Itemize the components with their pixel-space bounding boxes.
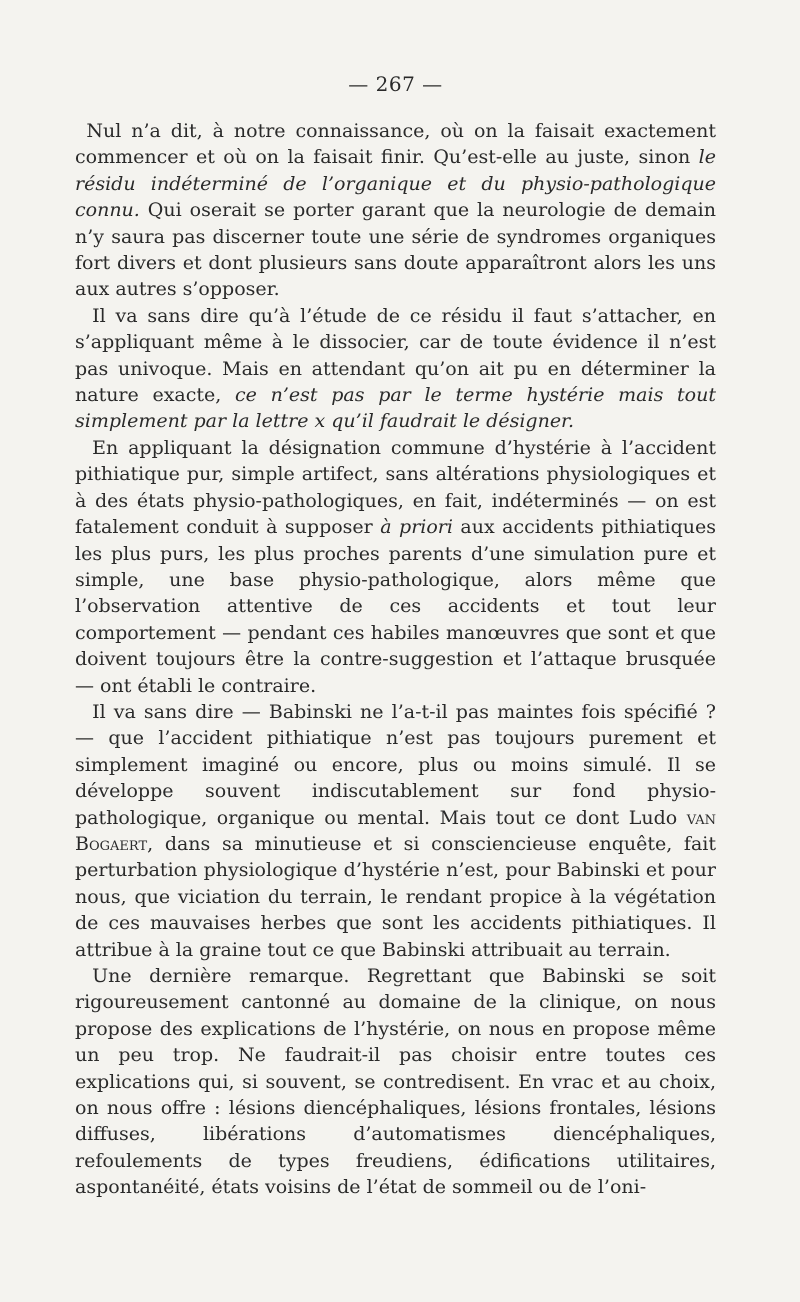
paragraph-4 — [75, 699, 716, 963]
text-run: En appliquant la désignation commune d’hystérie à l’accident pithiatique pur, simple artifect, sans altérations physiologiques et à des états physio-pathologiques, en fait, indéterminés — on est fatalement conduit à supposer — [75, 436, 716, 539]
text-run: , dans sa minutieuse et si consciencieuse enquête, fait perturbation physiologique d’hystérie n’est, pour Babinski et pour nous, que viciation du terrain, le rendant propice à la végétation de ces mauvaises herbes que sont les accidents pithiatiques. Il attribue à la graine tout ce que Babinski attribuait au terrain. — [75, 832, 716, 961]
italic-text-run: le résidu indéterminé de l’organique et du physio-pathologique connu. — [75, 146, 716, 222]
italic-text-run: ce n’est pas par le terme hystérie mais tout simplement par la lettre x qu’il faudrait le désigner. — [75, 384, 716, 433]
text-run: Nul n’a dit, à notre connaissance, où on la faisait exactement commencer et où on la faisait finir. Qu’est-elle au juste, sinon — [75, 120, 716, 169]
page-number: — 267 — — [348, 72, 443, 96]
italic-text-run: à priori — [380, 516, 453, 539]
small-caps-name: van Bogaert — [75, 806, 716, 855]
text-run: Il va sans dire — Babinski ne l’a-t-il pas maintes fois spécifié ? — que l’accident pithiatique n’est pas toujours purement et simplement imaginé ou encore, plus ou moins simulé. Il se développe souvent indiscutablement sur fond physio-pathologique, organique ou mental. Mais tout ce dont Ludo — [75, 700, 716, 829]
text-run: Il va sans dire qu’à l’étude de ce résidu il faut s’attacher, en s’appliquant même à le dissocier, car de toute évidence il n’est pas univoque. Mais en attendant qu’on ait pu en déterminer la nature exacte, — [75, 304, 716, 407]
text-run: Qui oserait se porter garant que la neurologie de demain n’y saura pas discerner toute une série de syndromes organiques fort divers et dont plusieurs sans doute apparaîtront alors les uns aux autres s’opposer. — [75, 199, 716, 301]
paragraph-3 — [75, 435, 716, 699]
text-run: Une dernière remarque. Regrettant que Babinski se soit rigoureusement cantonné au domaine de la clinique, on nous propose des explications de l’hystérie, on nous en propose même un peu trop. Ne faudrait-il pas choisir entre toutes ces explications qui, si souvent, se contredisent. En vrac et au choix, on nous offre : lésions diencéphaliques, lésions frontales, lésions diffuses, libérations d’automatismes diencéphaliques, refoulements de types freudiens, édifications utilitaires, aspontanéité, états voisins de l’état de sommeil ou de l’oni- — [75, 965, 716, 1199]
paragraph-2 — [75, 303, 716, 435]
text-run: aux accidents pithiatiques les plus purs, les plus proches parents d’une simulation pure et simple, une base physio-pathologique, alors même que l’observation attentive de ces accidents et tout leur comportement — pendant ces habiles manœuvres que sont et que doivent toujours être la contre-suggestion et l’attaque brusquée — ont établi le contraire. — [75, 516, 716, 697]
paragraph-1 — [75, 118, 716, 303]
paragraph-5 — [75, 963, 716, 1201]
